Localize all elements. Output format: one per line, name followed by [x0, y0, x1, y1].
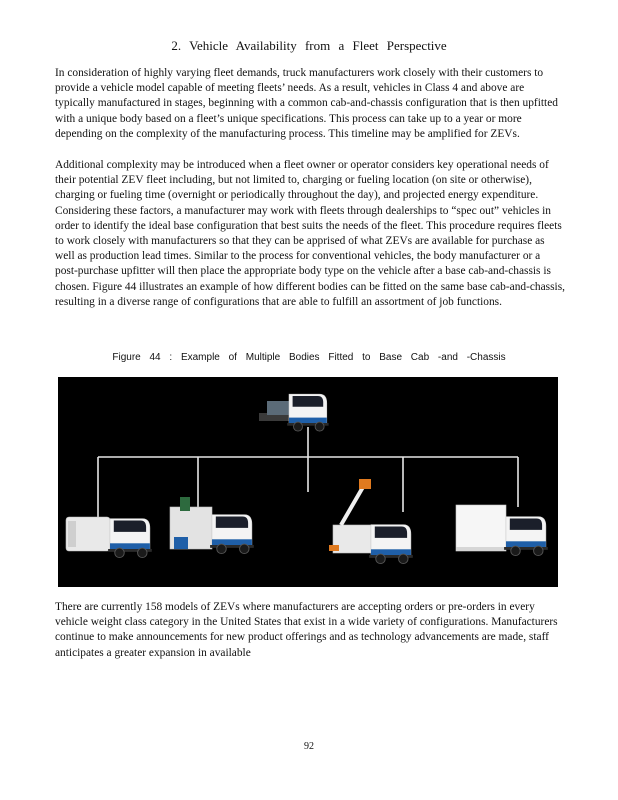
- page-number: 92: [304, 741, 314, 752]
- truck-diagram: [58, 377, 558, 587]
- paragraph-1: In consideration of highly varying fleet demands, truck manufacturers work closely with their customers to provide a vehicle model capable of meeting fleets’ needs. As a result, vehicles in Class 4 and above are typically manufactured in stages, beginning with a common cab-and-chassis configuration that is then upfitted with a unique body based on a fleet’s unique specifications. This process can take up to a year or more depending on the complexity of the manufacturing process. This timeline may be amplified for ZEVs.: [55, 67, 558, 140]
- paragraph-2: Additional complexity may be introduced when a fleet owner or operator considers key operational needs of their potential ZEV fleet including, but not limited to, charging or fueling location (on site or otherwise), charging or fueling time (overnight or periodically throughout the day), and projected energy expenditure. Considering these factors, a manufacturer may work with fleets through dealerships to “spec out” vehicles in order to identify the ideal base configuration that best suits the needs of the fleet. This procedure requires fleets to work closely with manufacturers so that they can be apprised of what ZEVs are available for purchase as well as production lead times. Similar to the process for conventional vehicles, the body manufacturer or a post-purchase upfitter will then place the appropriate body type on the vehicle after a base cab-and-chassis is chosen. Figure 44 illustrates an example of how different bodies can be fitted on the same base cab-and-chassis, resulting in a diverse range of configurations that are able to fulfill an assortment of job functions.: [55, 159, 565, 308]
- bucket-truck: [329, 479, 413, 564]
- figure-caption: Figure 44 : Example of Multiple Bodies Fitted to Base Cab -and -Chassis: [112, 352, 506, 363]
- paragraph-3: There are currently 158 models of ZEVs where manufacturers are accepting orders or pre-orders in every vehicle weight class category in the United States that exist in a wide variety of configurations. Manufacturers continue to make announcements for new product offerings and as technology advancements are made, staff anticipates a greater expansion in available: [55, 601, 558, 659]
- base-cab-chassis-truck: [259, 394, 329, 431]
- figure-44-image: [58, 377, 558, 587]
- connector-lines: [98, 427, 518, 517]
- refuse-truck: [66, 517, 152, 558]
- section-heading: 2. Vehicle Availability from a Fleet Perspective: [171, 38, 447, 53]
- side-loader-truck: [170, 497, 254, 554]
- box-truck: [456, 505, 548, 556]
